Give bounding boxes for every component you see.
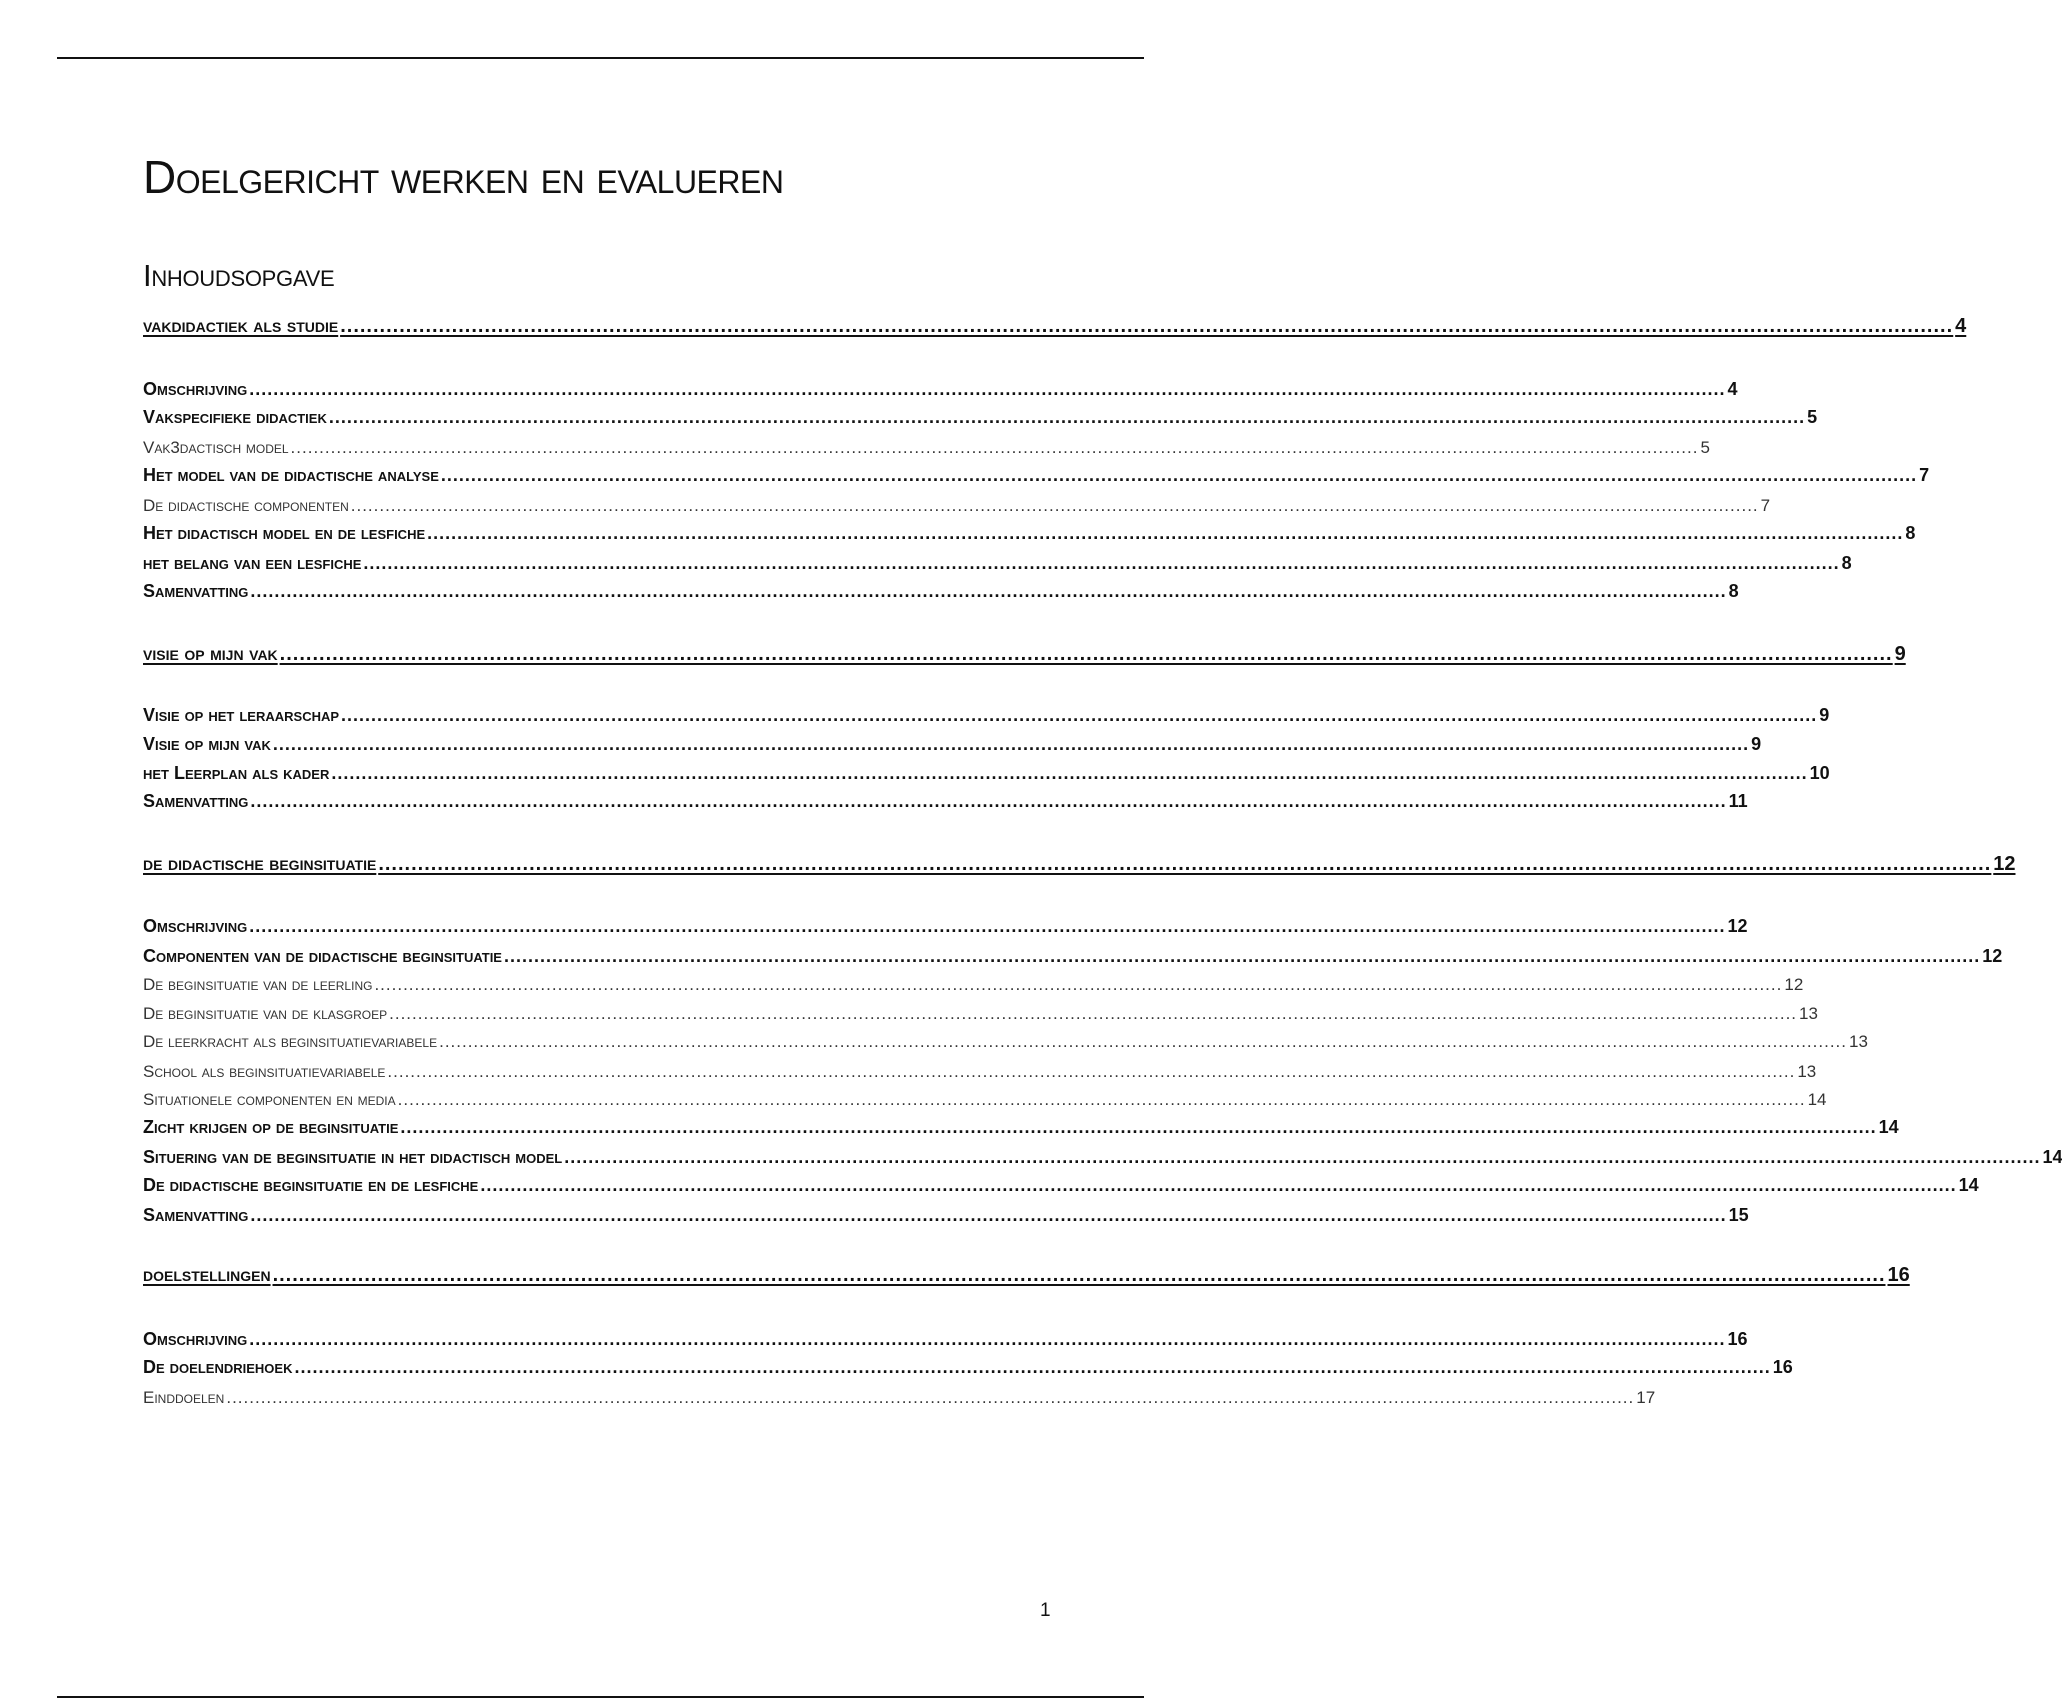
toc-entry-page: 7 xyxy=(1760,496,1771,515)
toc-entry-page: 13 xyxy=(1849,1032,1868,1051)
toc-dot-leader: ...................................................................................................................................................................................................................................................... xyxy=(272,1264,1886,1286)
toc-dot-leader: ...................................................................................................................................................................................................................................................... xyxy=(439,1032,1847,1051)
toc-entry-page: 13 xyxy=(1797,1062,1817,1081)
toc-entry[interactable] xyxy=(143,909,1748,936)
toc-entry-page: 16 xyxy=(1727,1329,1748,1349)
toc-dot-leader: ...................................................................................................................................................................................................................................................... xyxy=(374,975,1783,994)
toc-entry-label: Het model van de didactische analyse xyxy=(143,465,439,485)
toc-heading: Inhoudsopgave xyxy=(143,258,335,293)
toc-dot-leader: ...................................................................................................................................................................................................................................................... xyxy=(400,1117,1877,1137)
toc-entry[interactable] xyxy=(143,574,1739,601)
toc-dot-leader: ...................................................................................................................................................................................................................................................... xyxy=(340,315,1954,337)
toc-entry-label: De beginsituatie van de leerling xyxy=(143,975,373,994)
toc-entry-label: het belang van een lesfiche xyxy=(143,553,362,573)
toc-entry-label: Componenten van de didactische beginsituatie xyxy=(143,946,502,966)
toc-entry-page: 4 xyxy=(1727,379,1738,399)
toc-entry[interactable] xyxy=(143,372,1738,399)
toc-dot-leader: ...................................................................................................................................................................................................................................................... xyxy=(331,763,1808,783)
toc-entry-label: visie op mijn vak xyxy=(143,643,278,665)
toc-entry-page: 12 xyxy=(1982,946,2003,966)
toc-entry-page: 13 xyxy=(1799,1004,1818,1023)
toc-entry-label: De didactische beginsituatie en de lesfiche xyxy=(143,1175,479,1195)
toc-entry-label: doelstellingen xyxy=(143,1264,271,1286)
toc-dot-leader: ...................................................................................................................................................................................................................................................... xyxy=(387,1062,1796,1081)
toc-dot-leader: ...................................................................................................................................................................................................................................................... xyxy=(249,379,1726,399)
toc-entry-page: 9 xyxy=(1819,705,1830,725)
toc-entry-label: Samenvatting xyxy=(143,581,249,601)
toc-entry-label: Vakspecifieke didactiek xyxy=(143,407,327,427)
toc-entry[interactable] xyxy=(143,1054,1817,1081)
toc-entry-label: De leerkracht als beginsituatievariabele xyxy=(143,1032,438,1051)
toc-entry[interactable] xyxy=(143,1380,1656,1407)
toc-dot-leader: ...................................................................................................................................................................................................................................................... xyxy=(397,1090,1806,1109)
toc-entry-page: 12 xyxy=(1784,975,1804,994)
toc-entry-page: 5 xyxy=(1700,438,1710,457)
toc-entry-page: 16 xyxy=(1887,1264,1910,1286)
toc-entry-label: Situering van de beginsituatie in het didactisch model xyxy=(143,1147,563,1167)
toc-entry-label: het Leerplan als kader xyxy=(143,763,330,783)
toc-entry-page: 17 xyxy=(1636,1388,1656,1407)
toc-dot-leader: ...................................................................................................................................................................................................................................................... xyxy=(389,1004,1798,1023)
toc-dot-leader: ...................................................................................................................................................................................................................................................... xyxy=(294,1357,1771,1377)
page-number: 1 xyxy=(1040,1600,1051,1621)
toc-entry-label: de didactische beginsituatie xyxy=(143,853,377,875)
toc-entry[interactable] xyxy=(143,1024,1868,1051)
toc-dot-leader: ...................................................................................................................................................................................................................................................... xyxy=(440,465,1918,485)
toc-dot-leader: ...................................................................................................................................................................................................................................................... xyxy=(341,705,1818,725)
toc-dot-leader: ...................................................................................................................................................................................................................................................... xyxy=(290,438,1699,457)
toc-dot-leader: ...................................................................................................................................................................................................................................................... xyxy=(378,853,1992,875)
toc-entry-label: De didactische componenten xyxy=(143,496,349,515)
toc-entry[interactable] xyxy=(143,756,1830,783)
toc-entry-label: Samenvatting xyxy=(143,791,249,811)
footer-rule xyxy=(57,1696,1144,1698)
toc-entry-page: 15 xyxy=(1728,1205,1749,1225)
toc-entry[interactable] xyxy=(143,967,1804,994)
toc-entry[interactable] xyxy=(143,488,1771,515)
toc-entry-label: Situationele componenten en media xyxy=(143,1090,396,1109)
toc-entry-label: Einddoelen xyxy=(143,1388,225,1407)
toc-entry[interactable] xyxy=(143,638,1906,665)
toc-entry-page: 14 xyxy=(2042,1147,2062,1167)
toc-entry-page: 8 xyxy=(1728,581,1739,601)
toc-entry[interactable] xyxy=(143,546,1852,573)
toc-entry[interactable] xyxy=(143,1140,2062,1167)
toc-entry[interactable] xyxy=(143,939,2003,966)
document-title: Doelgericht werken en evalueren xyxy=(143,151,784,203)
toc-entry-page: 16 xyxy=(1772,1357,1793,1377)
toc-entry[interactable] xyxy=(143,698,1830,725)
toc-entry-page: 14 xyxy=(1958,1175,1979,1195)
toc-entry-label: Omschrijving xyxy=(143,1329,248,1349)
toc-entry[interactable] xyxy=(143,1350,1793,1377)
toc-entry-page: 12 xyxy=(1727,916,1748,936)
toc-dot-leader: ...................................................................................................................................................................................................................................................... xyxy=(503,946,1981,966)
toc-entry[interactable] xyxy=(143,310,1967,337)
toc-entry-page: 8 xyxy=(1905,523,1916,543)
toc-dot-leader: ...................................................................................................................................................................................................................................................... xyxy=(272,734,1750,754)
toc-entry-page: 10 xyxy=(1809,763,1830,783)
toc-entry-label: Visie op het leraarschap xyxy=(143,705,340,725)
toc-entry[interactable] xyxy=(143,1110,1899,1137)
toc-entry-label: Het didactisch model en de lesfiche xyxy=(143,523,426,543)
toc-entry[interactable] xyxy=(143,996,1818,1023)
toc-entry-label: De beginsituatie van de klasgroep xyxy=(143,1004,388,1023)
toc-entry-label: Zicht krijgen op de beginsituatie xyxy=(143,1117,399,1137)
toc-entry[interactable] xyxy=(143,784,1748,811)
toc-entry-page: 14 xyxy=(1807,1090,1827,1109)
toc-dot-leader: ...................................................................................................................................................................................................................................................... xyxy=(564,1147,2041,1167)
toc-entry[interactable] xyxy=(143,1168,1979,1195)
toc-dot-leader: ...................................................................................................................................................................................................................................................... xyxy=(250,791,1727,811)
table-of-contents xyxy=(143,0,2062,1700)
toc-entry[interactable] xyxy=(143,430,1710,457)
toc-entry-label: De doelendriehoek xyxy=(143,1357,293,1377)
toc-entry-page: 8 xyxy=(1841,553,1852,573)
toc-entry-label: Visie op mijn vak xyxy=(143,734,271,754)
toc-entry[interactable] xyxy=(143,1259,1910,1286)
toc-entry-page: 14 xyxy=(1878,1117,1899,1137)
toc-entry-label: School als beginsituatievariabele xyxy=(143,1062,386,1081)
toc-entry-page: 12 xyxy=(1993,853,2016,875)
toc-dot-leader: ...................................................................................................................................................................................................................................................... xyxy=(250,1205,1727,1225)
toc-entry-label: Samenvatting xyxy=(143,1205,249,1225)
toc-entry-page: 11 xyxy=(1728,791,1748,811)
toc-entry[interactable] xyxy=(143,1082,1827,1109)
toc-dot-leader: ...................................................................................................................................................................................................................................................... xyxy=(328,407,1806,427)
toc-entry[interactable] xyxy=(143,1322,1748,1349)
toc-entry[interactable] xyxy=(143,1198,1749,1225)
toc-entry[interactable] xyxy=(143,727,1762,754)
toc-dot-leader: ...................................................................................................................................................................................................................................................... xyxy=(249,916,1726,936)
toc-entry-page: 4 xyxy=(1955,315,1967,337)
toc-entry[interactable] xyxy=(143,400,1818,427)
toc-entry-page: 9 xyxy=(1894,643,1906,665)
toc-dot-leader: ...................................................................................................................................................................................................................................................... xyxy=(350,496,1759,515)
toc-entry-label: Omschrijving xyxy=(143,379,248,399)
toc-entry[interactable] xyxy=(143,458,1930,485)
toc-entry-label: Vak3dactisch model xyxy=(143,438,289,457)
toc-dot-leader: ...................................................................................................................................................................................................................................................... xyxy=(427,523,1904,543)
toc-dot-leader: ...................................................................................................................................................................................................................................................... xyxy=(480,1175,1957,1195)
toc-dot-leader: ...................................................................................................................................................................................................................................................... xyxy=(250,581,1727,601)
toc-dot-leader: ...................................................................................................................................................................................................................................................... xyxy=(226,1388,1635,1407)
toc-dot-leader: ...................................................................................................................................................................................................................................................... xyxy=(363,553,1840,573)
toc-dot-leader: ...................................................................................................................................................................................................................................................... xyxy=(249,1329,1726,1349)
toc-entry-page: 9 xyxy=(1751,734,1762,754)
toc-entry-page: 7 xyxy=(1919,465,1930,485)
toc-dot-leader: ...................................................................................................................................................................................................................................................... xyxy=(279,643,1893,665)
toc-entry[interactable] xyxy=(143,516,1916,543)
toc-entry[interactable] xyxy=(143,848,2016,875)
toc-entry-label: vakdidactiek als studie xyxy=(143,315,339,337)
toc-entry-page: 5 xyxy=(1807,407,1818,427)
toc-entry-label: Omschrijving xyxy=(143,916,248,936)
